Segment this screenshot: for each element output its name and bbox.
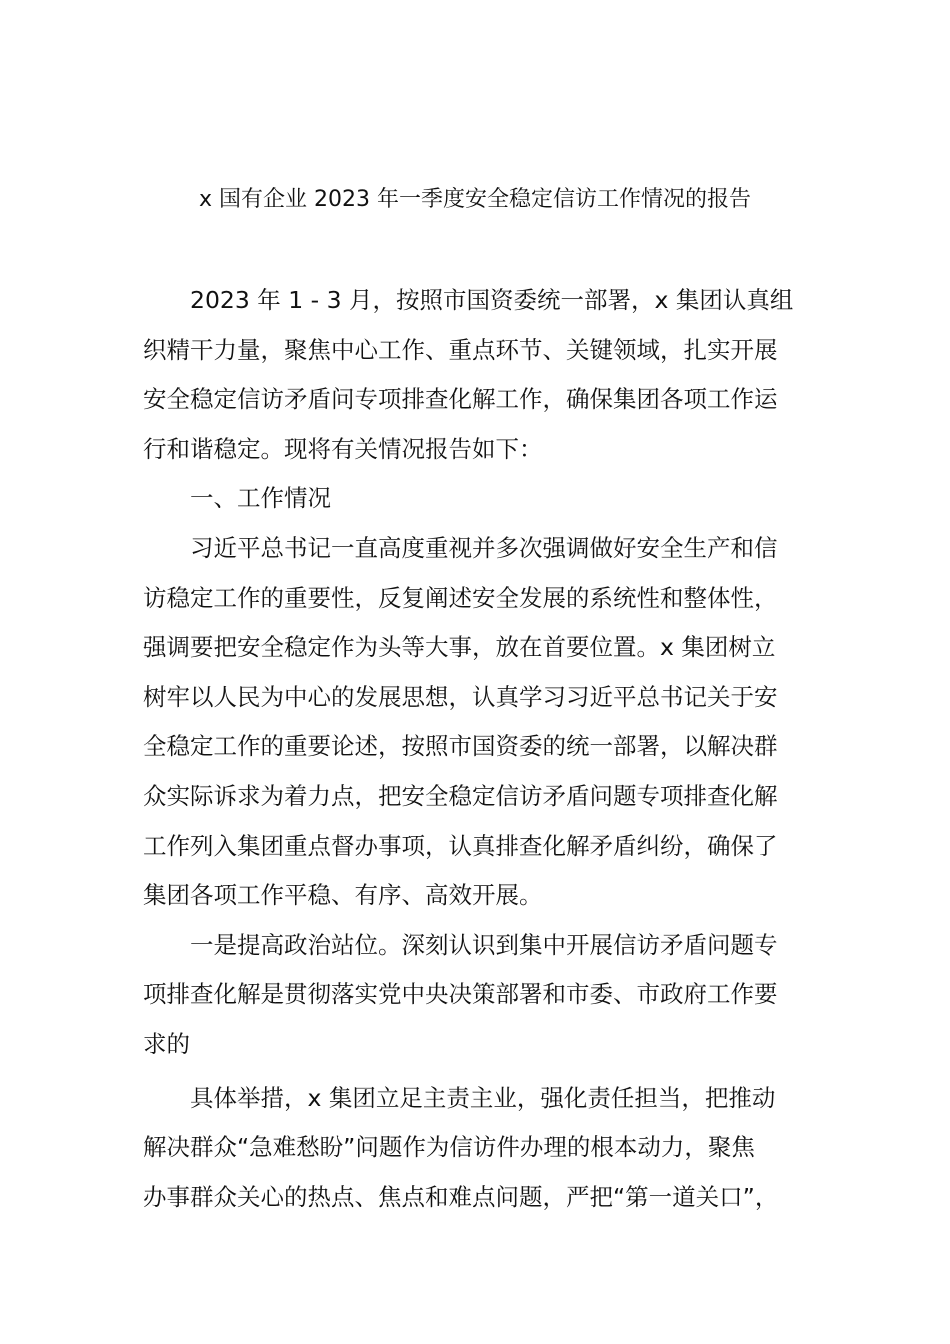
body-line: 强调要把安全稳定作为头等大事，放在首要位置。x 集团树立: [143, 633, 776, 662]
body-line: 安全稳定信访矛盾问专项排查化解工作，确保集团各项工作运: [143, 385, 778, 414]
body-line: 解决群众“急难愁盼”问题作为信访件办理的根本动力，聚焦: [143, 1133, 755, 1162]
body-line: 办事群众关心的热点、焦点和难点问题，严把“第一道关口”，: [143, 1182, 779, 1211]
body-line: 工作列入集团重点督办事项，认真排查化解矛盾纠纷，确保了: [143, 831, 778, 860]
document-title: x 国有企业 2023 年一季度安全稳定信访工作情况的报告: [199, 187, 751, 212]
body-line: 访稳定工作的重要性，反复阐述安全发展的系统性和整体性，: [143, 583, 778, 612]
body-line: 习近平总书记一直高度重视并多次强调做好安全生产和信: [190, 533, 778, 562]
body-line: 行和谐稳定。现将有关情况报告如下：: [143, 434, 543, 463]
body-line: 织精干力量，聚焦中心工作、重点环节、关键领域，扎实开展: [143, 335, 778, 364]
body-line: 全稳定工作的重要论述，按照市国资委的统一部署，以解决群: [143, 732, 778, 761]
body-line: 树牢以人民为中心的发展思想，认真学习习近平总书记关于安: [143, 682, 778, 711]
body-line: 项排查化解是贯彻落实党中央决策部署和市委、市政府工作要: [143, 980, 778, 1009]
body-line: 一是提高政治站位。深刻认识到集中开展信访矛盾问题专: [190, 930, 778, 959]
body-line: 2023 年 1 - 3 月，按照市国资委统一部署，x 集团认真组: [190, 286, 794, 314]
body-line: 众实际诉求为着力点，把安全稳定信访矛盾问题专项排查化解: [143, 781, 778, 810]
section-heading: 一、工作情况: [190, 484, 331, 513]
body-line: 具体举措，x 集团立足主责主业，强化责任担当，把推动: [190, 1083, 776, 1112]
document-body: [143, 276, 809, 1222]
body-line: 求的: [143, 1029, 190, 1058]
body-line: 集团各项工作平稳、有序、高效开展。: [143, 881, 543, 910]
